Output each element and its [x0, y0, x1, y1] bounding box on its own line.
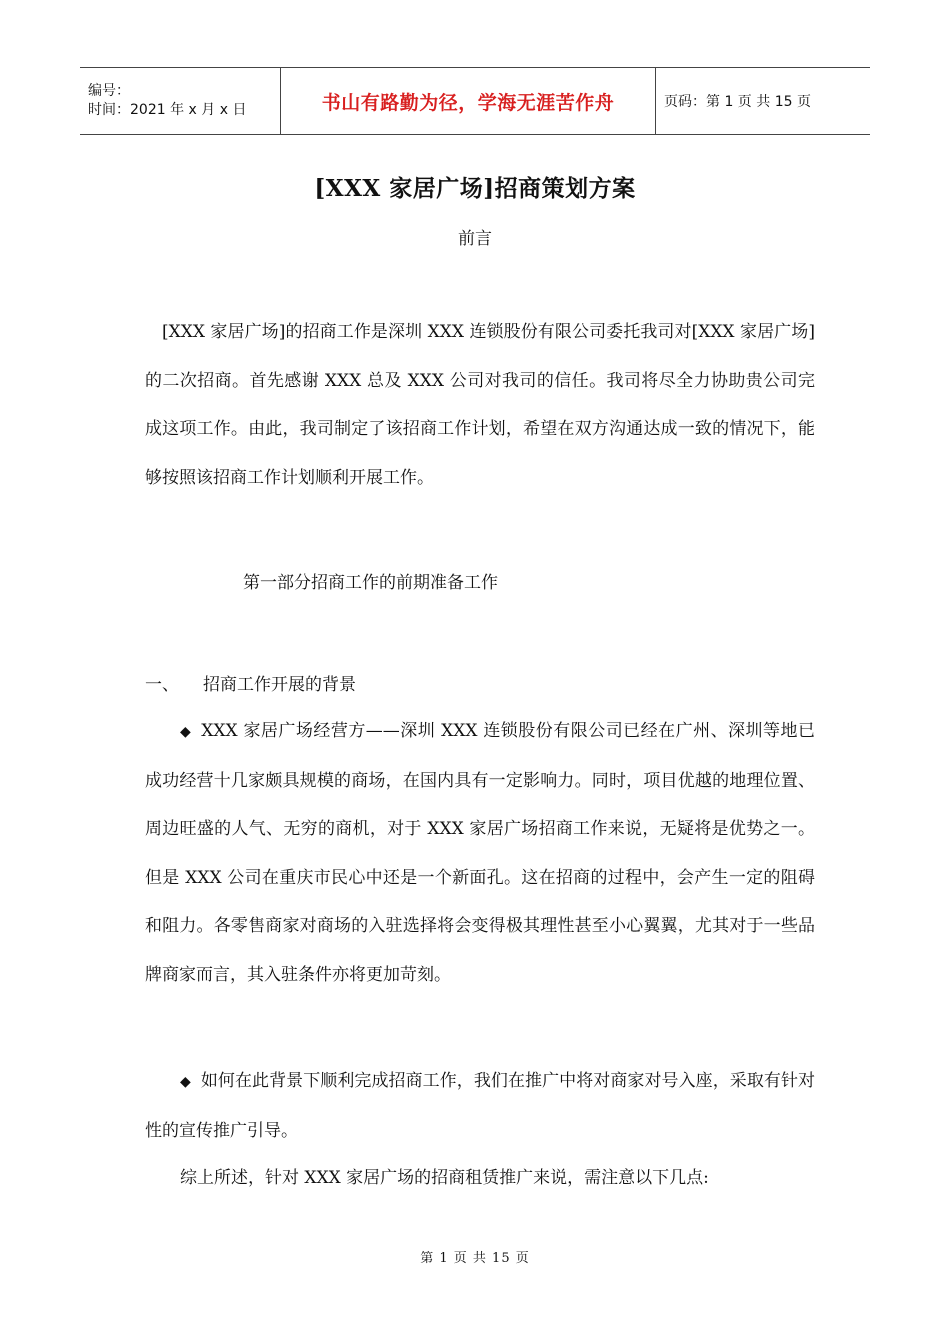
header-time-label: 时间：2021 年 x 月 x 日 — [88, 102, 247, 118]
part-heading: 第一部分招商工作的前期准备工作 — [243, 573, 498, 593]
document-title: [XXX 家居广场]招商策划方案 — [314, 175, 636, 202]
header-page-info-cell — [656, 68, 870, 134]
diamond-bullet-icon: ◆ — [180, 1074, 191, 1090]
bullet-text-1: XXX 家居广场经营方——深圳 XXX 连锁股份有限公司已经在广州、深圳等地已成功经营十几家颇具规模的商场，在国内具有一定影响力。同时，项目优越的地理位置、周边旺盛的人气、无穷的商机，对于 XXX 家居广场招商工作来说，无疑将是优势之一。但是 XXX 公司在重庆市民心中还是一个新面孔。这在招商的过程中，会产生一定的阻碍和阻力。各零售商家对商场的入驻选择将会变得极其理性甚至小心翼翼，尤其对于一些品牌商家而言，其入驻条件亦将更加苛刻。 — [145, 721, 815, 985]
intro-paragraph: [XXX 家居广场]的招商工作是深圳 XXX 连锁股份有限公司委托我司对[XXX 家居广场]的二次招商。首先感谢 XXX 总及 XXX 公司对我司的信任。我司将尽全力协助贵公司完成这项工作。由此，我司制定了该招商工作计划，希望在双方沟通达成一致的情况下，能够按照该招商工作计划顺利开展工作。 — [145, 322, 815, 488]
header-motto: 书山有路勤为径，学海无涯苦作舟 — [321, 91, 615, 114]
header-page-info: 页码：第 1 页 共 15 页 — [664, 94, 811, 110]
page-footer: 第 1 页 共 15 页 — [420, 1251, 530, 1266]
section-number: 一、 — [145, 675, 179, 695]
section-title: 招商工作开展的背景 — [203, 675, 356, 695]
document-header — [80, 67, 870, 135]
header-number-label: 编号： — [88, 83, 130, 99]
bullet-text-2: 如何在此背景下顺利完成招商工作，我们在推广中将对商家对号入座，采取有针对性的宣传推广引导。 — [145, 1071, 815, 1141]
section-heading — [145, 670, 356, 695]
bullet-paragraph-2 — [145, 1057, 815, 1155]
header-motto-cell — [281, 68, 656, 134]
document-subtitle: 前言 — [458, 229, 492, 249]
summary-paragraph: 综上所述，针对 XXX 家居广场的招商租赁推广来说，需注意以下几点: — [180, 1168, 709, 1188]
header-meta — [80, 68, 281, 134]
diamond-bullet-icon: ◆ — [180, 724, 192, 740]
bullet-paragraph-1 — [145, 707, 815, 999]
